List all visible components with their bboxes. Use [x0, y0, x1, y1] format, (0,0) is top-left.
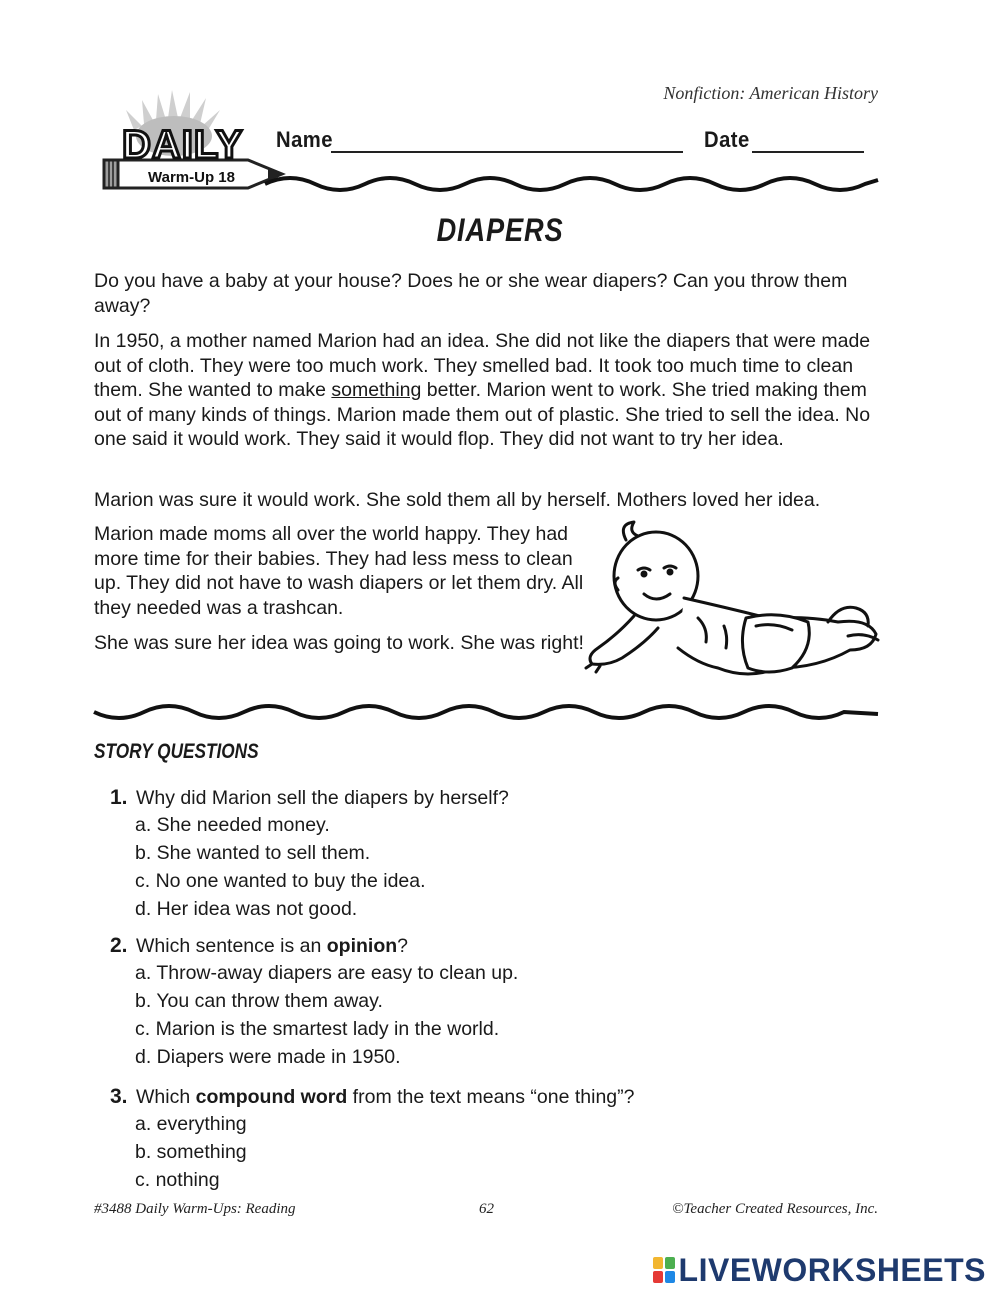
name-label: Name	[276, 127, 333, 152]
wavy-line-top	[0, 168, 1000, 198]
liveworksheets-blocks-icon	[653, 1257, 675, 1283]
question-number: 2.	[110, 934, 128, 957]
question-number: 3.	[110, 1085, 128, 1108]
baby-illustration	[578, 518, 883, 698]
paragraph-4: Marion made moms all over the world happy. They had more time for their babies. They had less mess to clean up. They did not have to wash diapers or let them dry. All they needed was a trashcan.	[94, 523, 584, 619]
question-bold-term: opinion	[326, 935, 398, 957]
question-1	[110, 786, 509, 810]
footer-book-title: #3488 Daily Warm-Ups: Reading	[94, 1201, 296, 1217]
question-2-option-c[interactable]: c. Marion is the smartest lady in the world.	[135, 1018, 500, 1040]
question-text-end: from the text means “one thing”?	[347, 1086, 635, 1108]
liveworksheets-logo[interactable]	[653, 1253, 986, 1287]
question-text: Which	[136, 1086, 196, 1108]
paragraph-1: Do you have a baby at your house? Does he or she wear diapers? Can you throw them away?	[94, 270, 848, 317]
paragraph-2	[94, 329, 884, 452]
liveworksheets-text: LIVEWORKSHEETS	[678, 1251, 986, 1288]
paragraph-2-text-b: better. Marion went to work. She tried making them out of many kinds of things. Marion made them out of plastic. She tried to sell the idea. No one said it would work. They said it would flop. They did not want to try her idea.	[94, 379, 871, 451]
footer-copyright: ©Teacher Created Resources, Inc.	[672, 1201, 878, 1217]
question-2-option-a[interactable]: a. Throw-away diapers are easy to clean up.	[135, 962, 519, 984]
question-2	[110, 934, 408, 958]
question-bold-term: compound word	[195, 1086, 348, 1108]
name-field[interactable]	[331, 151, 683, 153]
question-text: Which sentence is an	[136, 935, 327, 957]
logo-word: DAILY	[122, 123, 244, 167]
question-3-option-a[interactable]: a. everything	[135, 1113, 247, 1135]
question-number: 1.	[110, 786, 128, 809]
footer-page-number: 62	[479, 1201, 494, 1217]
category-label: Nonfiction: American History	[663, 83, 878, 103]
question-3-option-b[interactable]: b. something	[135, 1141, 247, 1163]
underlined-word: something	[331, 379, 422, 402]
questions-title: STORY QUESTIONS	[94, 740, 259, 763]
paragraph-3: Marion was sure it would work. She sold them all by herself. Mothers loved her idea.	[94, 489, 821, 511]
question-2-option-b[interactable]: b. You can throw them away.	[135, 990, 383, 1012]
question-3	[110, 1085, 635, 1109]
question-1-option-a[interactable]: a. She needed money.	[135, 814, 330, 836]
question-3-option-c[interactable]: c. nothing	[135, 1169, 220, 1191]
question-text: Why did Marion sell the diapers by herself?	[136, 787, 509, 809]
paragraph-2-text-a: In 1950, a mother named Marion had an idea. She did not like the diapers that were made out of cloth. They were too much work. They smelled bad. It took too much time to clean them. She wanted to make	[94, 330, 871, 402]
date-label: Date	[704, 127, 750, 152]
page-title: DIAPERS	[436, 212, 564, 248]
wavy-line-bottom	[0, 700, 1000, 730]
paragraph-5: She was sure her idea was going to work. She was right!	[94, 632, 584, 654]
question-1-option-c[interactable]: c. No one wanted to buy the idea.	[135, 870, 426, 892]
question-text-end: ?	[397, 935, 409, 957]
date-field[interactable]	[752, 151, 864, 153]
question-1-option-b[interactable]: b. She wanted to sell them.	[135, 842, 371, 864]
logo-sub: Warm-Up 18	[148, 169, 235, 186]
question-2-option-d[interactable]: d. Diapers were made in 1950.	[135, 1046, 401, 1068]
question-1-option-d[interactable]: d. Her idea was not good.	[135, 898, 358, 920]
